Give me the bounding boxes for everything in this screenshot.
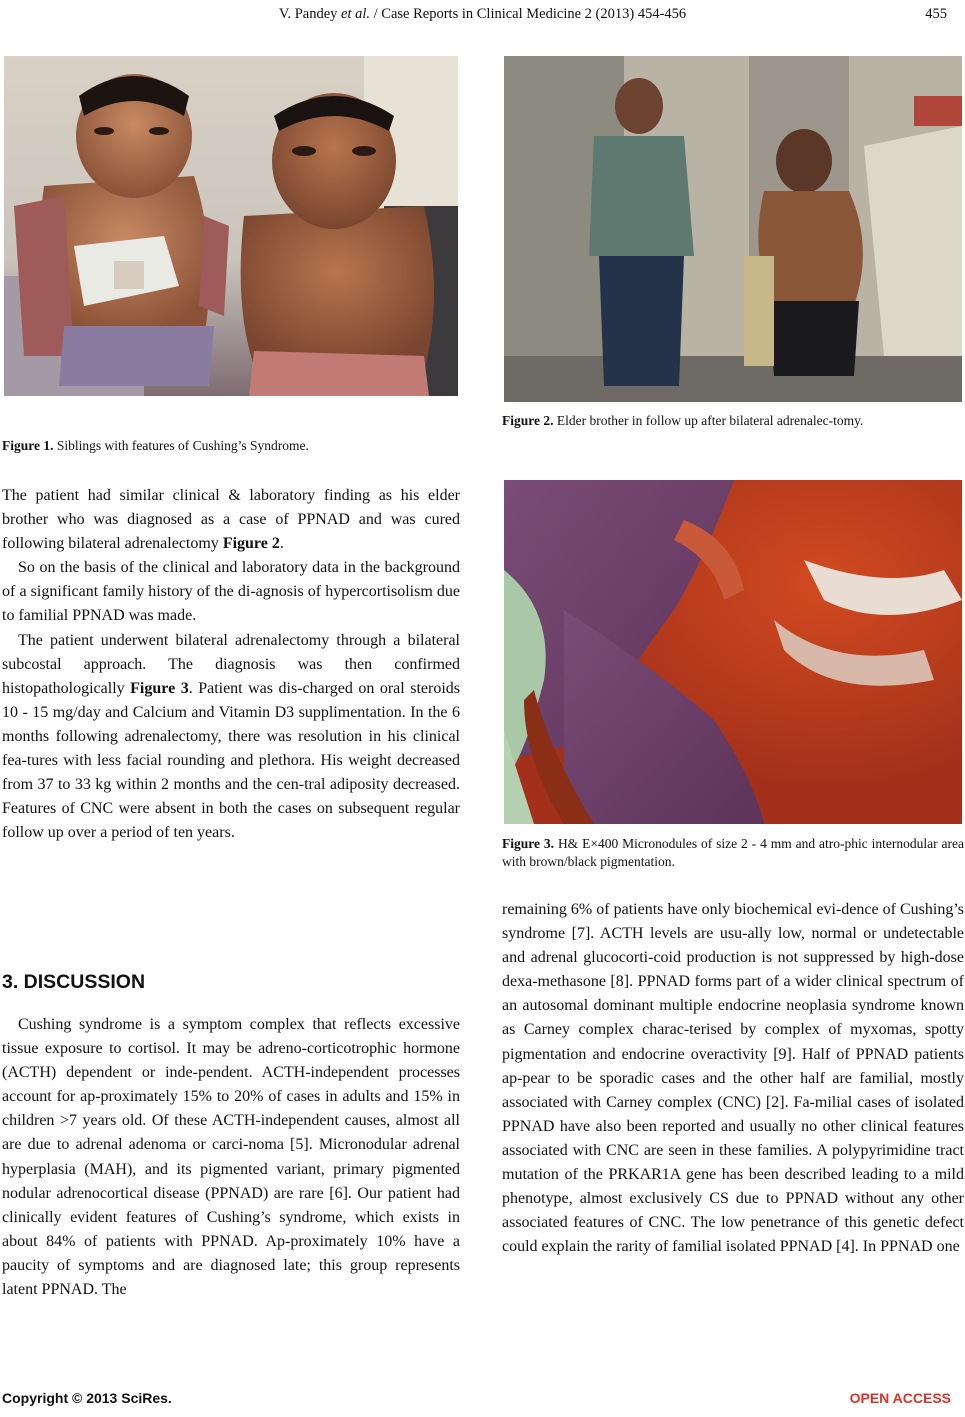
figure-1-image bbox=[4, 56, 458, 396]
paragraph: remaining 6% of patients have only biochemical evi-dence of Cushing’s syndrome [7]. ACTH levels are usu-ally low, normal or undetectable and adrenal glucocorti-coid production is not suppressed by high-dose dexa-methasone [8]. PPNAD forms part of a wider clinical spectrum of an autosomal dominant multiple endocrine neoplasia syndrome known as Carney complex charac-terised by complex of myxomas, spotty pigmentation and endocrine overactivity [9]. Half of PPNAD patients ap-pear to be sporadic cases and the other half are familial, mostly associated with Carney complex (CNC) [2]. Fa-milial cases of isolated PPNAD have also been reported and usually no other clinical features associated with CNC are seen in these families. A polypyrimidine tract mutation of the PRKAR1A gene has been described leading to a mild phenotype, almost exclusively CS due to PPNAD without any other associated features of CNC. The low penetrance of this genetic defect could explain the rarity of familial isolated PPNAD [4]. In PPNAD one bbox=[502, 901, 964, 1256]
page-footer bbox=[2, 1390, 951, 1412]
figure-2-caption bbox=[502, 412, 964, 430]
running-header bbox=[0, 0, 965, 28]
figure-3-reference: Figure 3 bbox=[130, 679, 189, 697]
figure-1-caption-text: Siblings with features of Cushing’s Syndrome. bbox=[56, 438, 309, 453]
paragraph-text: The patient had similar clinical & laboratory finding as his elder brother who was diagnosed as a case of PPNAD and was cured following bilateral adrenalectomy bbox=[2, 487, 460, 553]
header-journal-info: / Case Reports in Clinical Medicine 2 (2013) 454-456 bbox=[373, 6, 687, 22]
figure-1-label: Figure 1. bbox=[2, 438, 54, 453]
figure-2-label: Figure 2. bbox=[502, 413, 554, 428]
paragraph: So on the basis of the clinical and laboratory data in the background of a significant family history of the di-agnosis of hypercortisolism due to familial PPNAD was made. bbox=[2, 559, 460, 625]
paragraph-text: . Patient was dis-charged on oral steroids 10 - 15 mg/day and Calcium and Vitamin D3 supplimentation. In the 6 months following adrenalectomy, there was resolution in his clinical fea-tures with less facial rounding and plethora. His weight decreased from 37 to 33 kg within 2 months and the cen-tral adiposity decreased. Features of CNC were absent in both the cases on subsequent regular follow up over a period of ten years. bbox=[2, 679, 460, 842]
right-column-text bbox=[502, 898, 964, 1259]
figure-3-caption bbox=[502, 835, 964, 871]
header-etal: et al. bbox=[341, 6, 371, 22]
figure-3-label: Figure 3. bbox=[502, 836, 555, 851]
discussion-text bbox=[2, 1013, 460, 1302]
figure-3-image bbox=[504, 480, 962, 824]
left-column-text bbox=[2, 484, 460, 845]
paragraph-text: . bbox=[279, 535, 284, 553]
paragraph bbox=[2, 629, 460, 846]
figure-3-caption-text: H& E×400 Micronodules of size 2 - 4 mm and atro-phic internodular area with brown/black pigmentation. bbox=[502, 836, 965, 869]
paragraph bbox=[2, 484, 460, 556]
figure-2-reference: Figure 2 bbox=[222, 535, 280, 553]
figure-2-image bbox=[504, 56, 962, 402]
section-heading-container bbox=[2, 971, 460, 994]
open-access-badge: OPEN ACCESS bbox=[849, 1390, 951, 1406]
header-authors: V. Pandey bbox=[278, 6, 338, 22]
paragraph: Cushing syndrome is a symptom complex that reflects excessive tissue exposure to cortisol. It may be adreno-corticotrophic hormone (ACTH) dependent or inde-pendent. ACTH-independent processes account for ap-proximately 15% to 20% of cases in adults and 15% in children >7 years old. Of these ACTH-independent causes, almost all are due to adrenal adenoma or carci-noma [5]. Micronodular adrenal hyperplasia (MAH), and its pigmented variant, primary pigmented nodular adrenocortical disease (PPNAD) are rare [6]. Our patient had clinically evident features of Cushing’s syndrome, which exists in about 84% of patients with PPNAD. Ap-proximately 10% have a paucity of symptoms and are diagnosed late; this group represents latent PPNAD. The bbox=[2, 1016, 460, 1299]
page-number: 455 bbox=[925, 6, 947, 22]
figure-1-caption bbox=[2, 437, 460, 455]
paragraph-text: The patient underwent bilateral adrenalectomy through a bilateral subcostal approach. The diagnosis was then confirmed histopathologically bbox=[2, 631, 460, 697]
copyright-notice: Copyright © 2013 SciRes. bbox=[2, 1390, 172, 1406]
figure-2-caption-text: Elder brother in follow up after bilateral adrenalec-tomy. bbox=[556, 413, 864, 428]
section-heading: 3. DISCUSSION bbox=[2, 971, 146, 993]
